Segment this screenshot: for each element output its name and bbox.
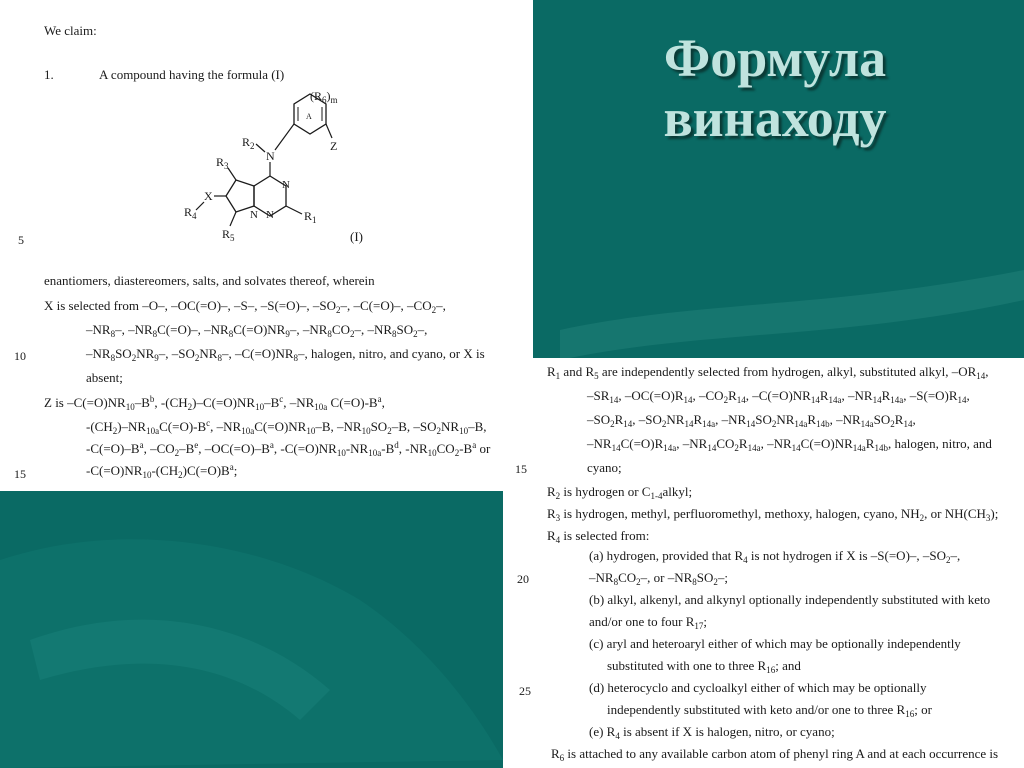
r3-label: $R_3$ <box>216 155 229 171</box>
text-line: $R_4$ is selected from: <box>547 528 650 545</box>
text-line: $-NR_8CO_2-$, or $-NR_8SO_2-$; <box>589 570 729 587</box>
text-line: $-NR_{14}C(=O)R_{14a}$, $-NR_{14}CO_2R_{14a}$, $-NR_{14}C(=O)NR_{14a}R_{14b}$, halogen, nitro, and <box>587 436 992 453</box>
text-line: $R_1$ and $R_5$ are independently selected from hydrogen, alkyl, substituted alkyl, $-OR_{14}$, <box>547 364 989 381</box>
formula-label: (I) <box>350 229 363 244</box>
text-line: (d) heterocyclo and cycloalkyl either of which may be optionally <box>589 680 927 695</box>
text-line: $-NR_8SO_2NR_9-$, $-SO_2NR_8-$, $-C(=O)NR_8-$, halogen, nitro, and cyano, or X is <box>86 346 485 363</box>
text-line: enantiomers, diastereomers, salts, and solvates thereof, wherein <box>44 273 375 288</box>
patent-page-right <box>503 358 1024 768</box>
text-line: cyano; <box>587 460 622 475</box>
patent-page-left <box>0 0 533 491</box>
text-line: $R_6$ is attached to any available carbon atom of phenyl ring A and at each occurrence is <box>551 746 999 763</box>
ring-a-label: A <box>306 112 312 121</box>
text-line: independently substituted with keto and/or one to three $R_{16}$; or <box>607 702 932 719</box>
z-label: Z <box>330 139 338 153</box>
line-number-5: 5 <box>18 233 24 247</box>
line-number-10: 10 <box>14 349 26 363</box>
text-line: (c) aryl and heteroaryl either of which may be optionally independently <box>589 636 961 651</box>
x-label: X <box>204 189 213 203</box>
ring-n3-label: N <box>250 209 258 221</box>
text-line: Z is $-C(=O)NR_{10}-B^b$, $-(CH_2)-C(=O)NR_{10}-B^c$, $-NR_{10a}$ $C(=O)-B^a$, <box>44 394 385 412</box>
ring-n1-label: N <box>282 179 290 191</box>
claim-number: 1. <box>44 67 54 82</box>
ring-n2-label: N <box>266 209 274 221</box>
text-line: (e) $R_4$ is absent if X is halogen, nitro, or cyano; <box>589 724 835 741</box>
title-line-2: винаходу <box>663 88 887 148</box>
claim-intro: A compound having the formula (I) <box>99 67 285 82</box>
line-number-20: 20 <box>517 572 529 586</box>
text-line: and/or one to four $R_{17}$; <box>589 614 708 631</box>
r5-label: $R_5$ <box>222 227 235 243</box>
r2-label: $R_2$ <box>242 135 255 151</box>
slide-title <box>560 28 990 148</box>
text-line: $R_2$ is hydrogen or $C_{1-4}alkyl$; <box>547 484 693 501</box>
r6m-label: $(R_6)_m$ <box>310 89 338 105</box>
r1-label: $R_1$ <box>304 209 317 225</box>
title-line-1: Формула <box>663 28 887 88</box>
line-number-15: 15 <box>14 467 26 481</box>
amine-n-label: N <box>266 149 275 163</box>
text-line: $R_3$ is hydrogen, methyl, perfluoromethyl, methoxy, halogen, cyano, $NH_2$, or $NH(CH_3)$; <box>547 506 999 523</box>
text-line: substituted with one to three $R_{16}$; and <box>607 658 801 675</box>
line-number-15: 15 <box>515 462 527 476</box>
text-line: $-SR_{14}$, $-OC(=O)R_{14}$, $-CO_2R_{14}$, $-C(=O)NR_{14}R_{14a}$, $-NR_{14}R_{14a}$, $-S(=O)R_{14}$, <box>587 388 970 405</box>
text-line: $-C(=O)NR_{10}-(CH_2)C(=O)B^a$; <box>86 462 238 480</box>
text-line: absent; <box>86 370 123 385</box>
line-number-25: 25 <box>519 684 531 698</box>
claim-header: We claim: <box>44 23 97 38</box>
text-line: (b) alkyl, alkenyl, and alkynyl optionally independently substituted with keto <box>589 592 991 607</box>
text-line: X is selected from –O–, –OC(=O)–, –S–, –S(=O)–, $-SO_2-$, –C(=O)–, $-CO_2-$, <box>44 298 446 315</box>
text-line: $-SO_2R_{14}$, $-SO_2NR_{14}R_{14a}$, $-NR_{14}SO_2NR_{14a}R_{14b}$, $-NR_{14a}SO_2R_{14}$, <box>587 412 916 429</box>
r4-label: $R_4$ <box>184 205 197 221</box>
text-line: (a) hydrogen, provided that $R_4$ is not hydrogen if X is –S(=O)–, $-SO_2-$, <box>589 548 961 565</box>
chemical-structure <box>170 80 370 250</box>
text-line: $-NR_8-$, $-NR_8C(=O)-$, $-NR_8C(=O)NR_9-$, $-NR_8CO_2-$, $-NR_8SO_2-$, <box>86 322 428 339</box>
text-line: $-C(=O)-B^a$, $-CO_2-B^e$, $-OC(=O)-B^a$, $-C(=O)NR_{10}-NR_{10a}-B^d$, $-NR_{10}CO_2-B^a$ or <box>86 440 491 458</box>
text-line: $-(CH_2)-NR_{10a}C(=O)-B^c$, $-NR_{10a}C(=O)NR_{10}-B$, $-NR_{10}SO_2-B$, $-SO_2NR_{10}-B$, <box>86 418 487 436</box>
